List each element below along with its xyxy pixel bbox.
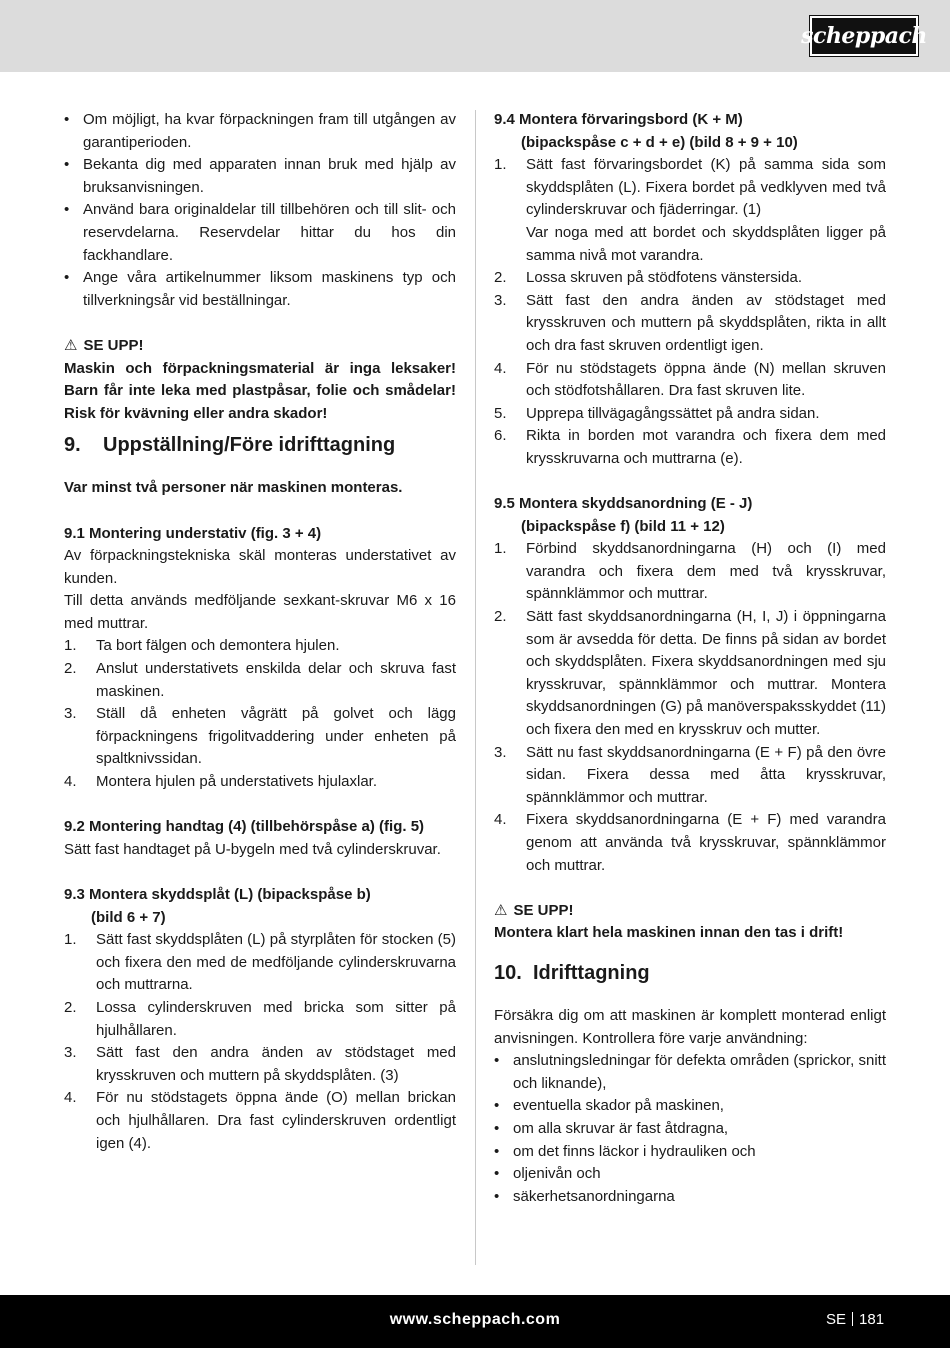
warning-triangle-icon: ⚠ — [64, 336, 78, 354]
warning-heading: ⚠ SE UPP! — [64, 335, 456, 358]
list-item: • Bekanta dig med apparaten innan bruk med hjälp av bruksanvisningen. — [64, 156, 456, 196]
list-item: 1. Sätt fast skyddsplåten (L) på styrplåten för stocken (5) och fixera den med de medföljande cylinderskruvarna och muttrarna. — [64, 931, 456, 994]
list-item: 2. Anslut understativets enskilda delar och skruva fast maskinen. — [64, 660, 456, 700]
list-item: • om alla skruvar är fast åtdragna, — [494, 1119, 729, 1137]
intro-bold-text: Var minst två personer när maskinen monteras. — [64, 479, 403, 497]
list-item: • säkerhetsanordningarna — [494, 1187, 675, 1205]
list-item: 2. Lossa cylinderskruven med bricka som sitter på hjulhållaren. — [64, 998, 456, 1039]
footer-website-link[interactable]: www.scheppach.com — [389, 1311, 561, 1328]
section-9-5-steps — [494, 538, 886, 877]
section-9-5-title: 9.5 Montera skyddsanordning (E - J) — [494, 495, 753, 513]
section-9-2-title: 9.2 Montering handtag (4) (tillbehörspåse a) (fig. 5) — [64, 818, 425, 836]
warning-text: Maskin och förpackningsmaterial är inga leksaker! Barn får inte leka med plastpåsar, folie och smådelar! Risk för kvävning eller andra skador! — [64, 359, 456, 422]
section-9-5-subtitle: (bipackspåse f) (bild 11 + 12) — [521, 517, 725, 535]
list-item: • anslutningsledningar för defekta områden (sprickor, snitt och liknande), — [494, 1052, 886, 1092]
section-9-1-paragraph: Av förpackningstekniska skäl monteras understativet av kunden. — [64, 547, 456, 587]
section-9-3-subtitle: (bild 6 + 7) — [91, 908, 166, 926]
list-item: 2. Lossa skruven på stödfotens vänstersida. — [494, 269, 802, 287]
section-9-4-steps — [494, 154, 886, 470]
section-9-2-paragraph: Sätt fast handtaget på U-bygeln med två cylinderskruvar. — [64, 840, 441, 858]
section-9-4-subtitle: (bipackspåse c + d + e) (bild 8 + 9 + 10) — [521, 133, 798, 151]
page-number: SE 181 — [826, 1311, 885, 1328]
list-item: 3. Ställ då enheten vågrätt på golvet och lägg förpackningens frigolitvaddering under enheten på spaltknivssidan. — [64, 705, 456, 768]
section-9-4-title: 9.4 Montera förvaringsbord (K + M) — [494, 111, 743, 128]
section-10-checklist — [494, 1050, 886, 1208]
section-9-3-title: 9.3 Montera skyddsplåt (L) (bipackspåse b) — [64, 886, 371, 903]
list-item: 3. Sätt fast den andra änden av stödstaget med krysskruven och muttern på skyddsplåten. (3) — [64, 1044, 456, 1084]
list-item: 4. Fixera skyddsanordningarna (E + F) med varandra genom att använda två krysskruvar, spännklämmor och muttrar. — [494, 811, 886, 874]
warning-heading: ⚠ SE UPP! — [494, 900, 886, 923]
list-item: • eventuella skador på maskinen, — [494, 1097, 724, 1115]
list-item: • oljenivån och — [494, 1165, 601, 1183]
section-10-heading: 10. Idrifttagning — [494, 961, 650, 984]
list-item: • om det finns läckor i hydrauliken och — [494, 1142, 756, 1160]
left-column — [64, 109, 456, 1155]
section-9-1-steps — [64, 635, 456, 793]
list-item: 4. För nu stödstagets öppna ände (O) mellan brickan och hjulhållaren. Dra fast cylinderskruven ordentligt igen (4). — [64, 1089, 456, 1152]
list-item: 6. Rikta in borden mot varandra och fixera dem med krysskruvarna och muttrarna (e). — [494, 427, 886, 467]
brand-logo: scheppach — [810, 16, 918, 56]
column-divider — [475, 110, 476, 1265]
section-9-1-paragraph: Till detta används medföljande sexkant-skruvar M6 x 16 med muttrar. — [64, 592, 456, 632]
list-item: 4. Montera hjulen på understativets hjulaxlar. — [64, 773, 378, 791]
section-9-3-steps — [64, 929, 456, 1155]
right-column — [494, 109, 886, 1208]
list-item: 1. Sätt fast förvaringsbordet (K) på samma sida som skyddsplåten (L). Fixera bordet på vedklyven med två cylinderskruvar och fjäderringar. (1) Var noga med att bordet och skyddsplåten ligger på samma nivå mot varandra. — [494, 156, 886, 264]
list-item: 5. Upprepa tillvägagångssättet på andra sidan. — [494, 404, 820, 422]
list-item: 3. Sätt fast den andra änden av stödstaget med krysskruven och muttern på skyddsplåten, rikta in allt och dra fast skruven ordentligt igen. — [494, 291, 886, 354]
section-9-heading: 9. Uppställning/Före idrifttagning — [64, 434, 396, 457]
list-item: • Ange våra artikelnummer liksom maskinens typ och tillverkningsår vid beställningar. — [64, 269, 456, 309]
list-item: • Använd bara originaldelar till tillbehören och till slit- och reservdelarna. Reservdelar hittar du hos din fackhandlare. — [64, 201, 456, 264]
intro-bullet-list — [64, 109, 456, 312]
list-item: 1. Ta bort fälgen och demontera hjulen. — [64, 637, 340, 655]
list-item: 1. Förbind skyddsanordningarna (H) och (I) med varandra och fixera dem med två krysskruvar, spännklämmor och muttrar. — [494, 540, 886, 603]
section-10-paragraph: Försäkra dig om att maskinen är komplett monterad enligt anvisningen. Kontrollera före varje användning: — [494, 1006, 886, 1047]
warning-triangle-icon: ⚠ — [494, 901, 508, 919]
list-item: 2. Sätt fast skyddsanordningarna (H, I, J) i öppningarna som är avsedda för detta. De finns på sidan av bordet och skyddsplåten. Fixera skyddsanordningen med sju krysskruvar, spännklämmor och muttrar. Montera skyddsanordningen (G) på manöverspaksskyddet (11) och fixera den med en krysskruv och mutter. — [494, 608, 886, 739]
warning-text: Montera klart hela maskinen innan den tas i drift! — [494, 924, 844, 942]
list-item: 4. För nu stödstagets öppna ände (N) mellan skruven och stödfotshållaren. Dra fast skruven lite. — [494, 359, 886, 400]
section-9-1-title: 9.1 Montering understativ (fig. 3 + 4) — [64, 524, 322, 542]
list-item: 3. Sätt nu fast skyddsanordningarna (E + F) på den övre sidan. Fixera dessa med åtta krysskruvar, spännklämmor och muttrar. — [494, 743, 886, 806]
list-item: • Om möjligt, ha kvar förpackningen fram till utgången av garantiperioden. — [64, 111, 456, 151]
